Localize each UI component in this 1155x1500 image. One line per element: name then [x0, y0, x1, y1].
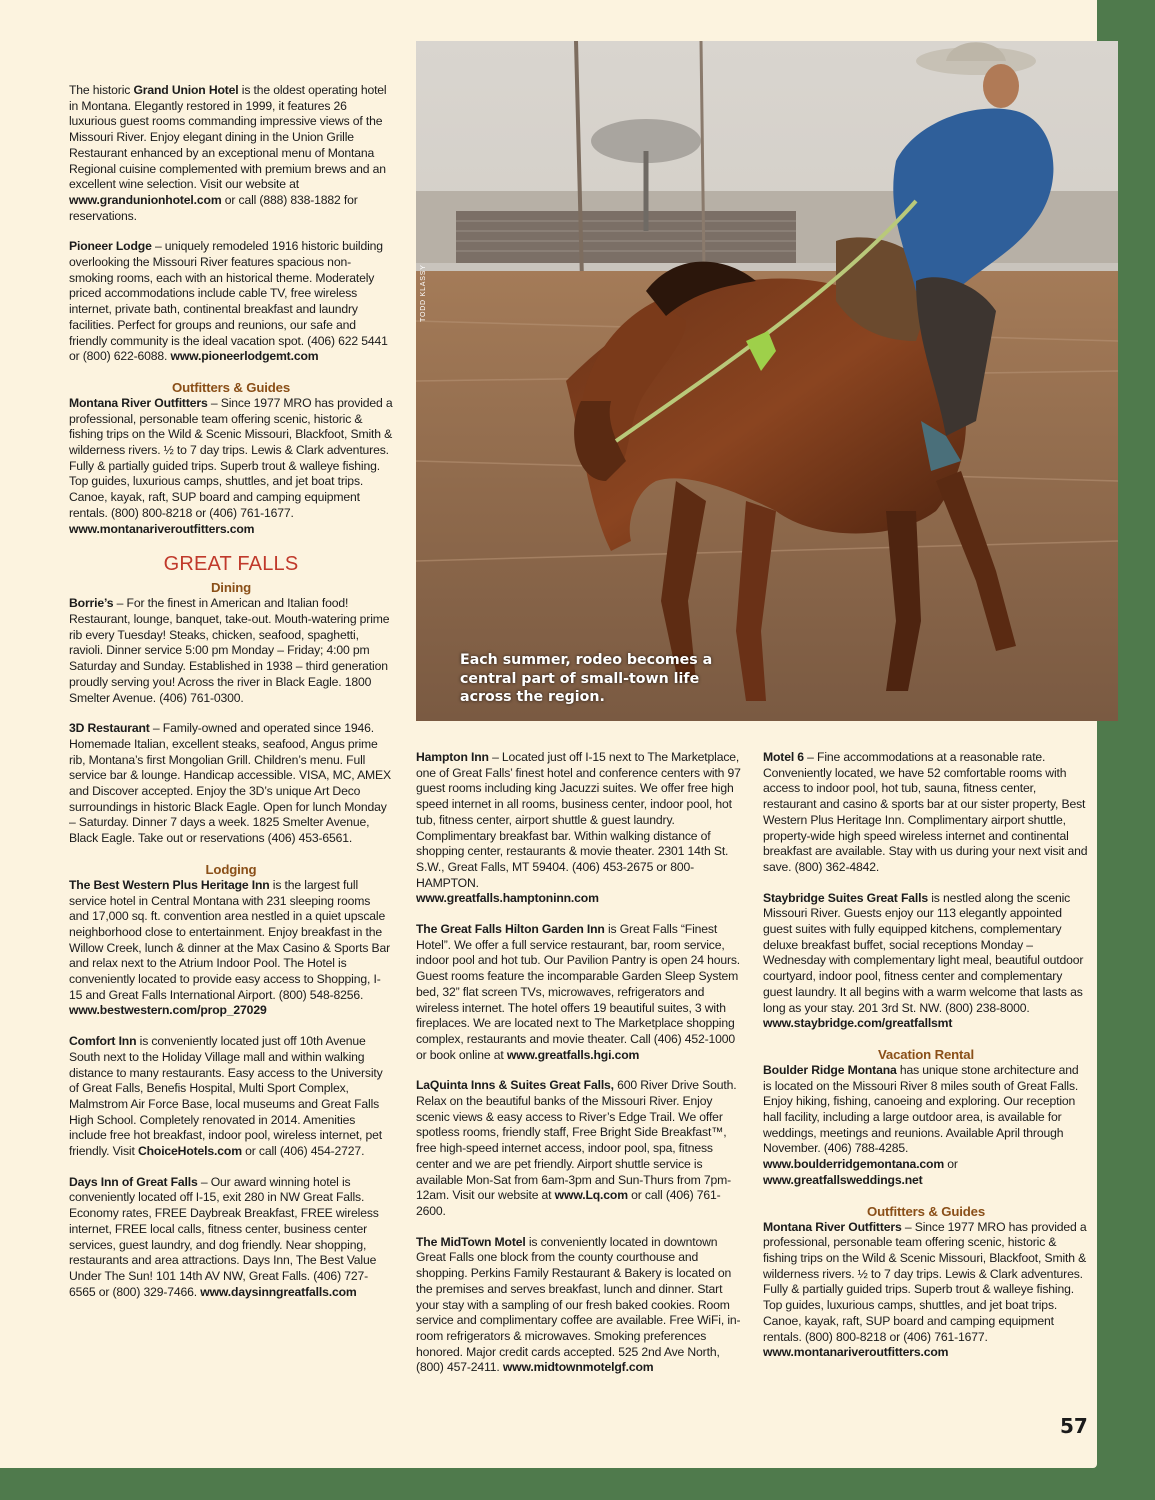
listing-boulder-ridge: Boulder Ridge Montana has unique stone architecture and is located on the Missouri River 8 miles south of Great Falls. Enjoy hiking, fishing, canoeing and exploring. Our reception hall facility, including a large outdoor area, is available for weddings, meetings and reunions. Available April through November. (406) 788-4285. www.boulderridgemontana.com or www.greatfallsweddings.net — [763, 1062, 1079, 1187]
section-heading-dining: Dining — [210, 580, 252, 596]
listing-montana-river-outfitters: Montana River Outfitters – Since 1977 MRO has provided a professional, personable team offering scenic, historic & fishing trips on the Wild & Scenic Missouri, Blackfoot, Smith & wilderness rivers. ½ to 7 day trips. Lewis & Clark adventures. Fully & partially guided trips. Superb trout & walleye fishing. Top guides, luxurious camps, shuttles, and jet boat trips. Canoe, kayak, raft, SUP board and camping equipment rentals. (800) 800-8218 or (406) 761-1677. www.montanariveroutfitters.com — [763, 1219, 1087, 1360]
section-heading-vacation-rental: Vacation Rental — [878, 1046, 974, 1062]
website-link[interactable]: ChoiceHotels.com — [137, 1144, 242, 1159]
business-name: Grand Union Hotel — [133, 83, 239, 97]
listing-staybridge-suites: Staybridge Suites Great Falls is nestled along the scenic Missouri River. Guests enjoy our 113 elegantly appointed guest suites with fully equipped kitchens, complementary deluxe breakfast buffet, social receptions Monday – Wednesday with complementary light meal, beautiful outdoor courtyard, indoor pool, fitness center and complementary guest laundry. It all begins with a warm welcome that lasts as long as your stay. 201 3rd St. NW. (800) 238-8000. www.staybridge.com/greatfallsmt — [763, 890, 1084, 1031]
listing-best-western: The Best Western Plus Heritage Inn is the largest full service hotel in Central Montana with 231 sleeping rooms and 17,000 sq. ft. convention area nestled in a quiet upscale neighborhood close to entertainment. Enjoy breakfast in the Willow Creek, lunch & dinner at the Max Casino & Sports Bar and relax next to the Atrium Indoor Pool. The Hotel is conveniently located to provide easy access to Shopping, I-15 and Great Falls International Airport. (800) 548-8256. www.bestwestern.com/prop_27029 — [69, 877, 391, 1018]
business-name: LaQuinta Inns & Suites Great Falls, — [416, 1078, 614, 1093]
city-heading-great-falls: GREAT FALLS — [163, 553, 299, 576]
website-link[interactable]: www.bestwestern.com/prop_27029 — [69, 1003, 267, 1018]
business-name: Staybridge Suites Great Falls — [763, 890, 928, 905]
listing-motel-6: Motel 6 – Fine accommodations at a reasonable rate. Conveniently located, we have 52 comfortable rooms with access to indoor pool, hot tub, sauna, fitness center, restaurant and casino & sports bar at our sister property, Best Western Plus Heritage Inn. Complimentary airport shuttle, property-wide high speed wireless internet and continental breakfast are available. Stay with us during your next visit and save. (800) 362-4842. — [763, 750, 1088, 874]
listing-days-inn: Days Inn of Great Falls – Our award winning hotel is conveniently located off I-15, exit 280 in NW Great Falls. Economy rates, FREE Daybreak Breakfast, FREE wireless internet, FREE local calls, fitness center, business center services, guest laundry, and dog friendly. Near shopping, restaurants and area attractions. Days Inn, The Best Value Under The Sun! 101 14th AV NW, Great Falls. (406) 727-6565 or (800) 329-7466. www.daysinngreatfalls.com — [69, 1174, 379, 1299]
page-number: 57 — [1060, 1414, 1088, 1438]
listing-3d-restaurant: 3D Restaurant – Family-owned and operated since 1946. Homemade Italian, excellent steaks, seafood, Angus prime rib, Montana’s first Mongolian Grill. Children’s menu. Full service bar & lounge. Handicap accessible. VISA, MC, AMEX and Discover accepted. Enjoy the 3D’s unique Art Deco surroundings in historic Black Eagle. Open for lunch Monday – Saturday. Dinner 7 days a week. 1825 Smelter Avenue, Black Eagle. Take out or reservations (406) 453-6561. — [69, 721, 392, 846]
rodeo-photo — [416, 41, 1118, 721]
business-name: Motel 6 — [763, 750, 804, 764]
website-link[interactable]: www.grandunionhotel.com — [69, 192, 222, 207]
website-link[interactable]: www.pioneerlodgemt.com — [170, 349, 319, 364]
column-middle — [416, 750, 742, 1391]
business-name: Montana River Outfitters — [69, 395, 208, 410]
website-link[interactable]: www.greatfalls.hgi.com — [506, 1047, 640, 1062]
website-link[interactable]: www.greatfalls.hamptoninn.com — [416, 891, 599, 906]
website-link[interactable]: www.midtownmotelgf.com — [502, 1360, 654, 1375]
website-link[interactable]: www.montanariveroutfitters.com — [69, 521, 255, 536]
business-name: Boulder Ridge Montana — [763, 1062, 897, 1077]
business-name: Montana River Outfitters — [763, 1219, 902, 1234]
business-name: Pioneer Lodge — [69, 239, 152, 254]
business-name: 3D Restaurant — [69, 721, 150, 736]
business-name: Borrie’s — [69, 596, 114, 611]
business-name: Hampton Inn — [416, 750, 489, 764]
business-name: The Best Western Plus Heritage Inn — [69, 877, 270, 892]
listing-laquinta: LaQuinta Inns & Suites Great Falls, 600 River Drive South. Relax on the beautiful banks of the Missouri River. Enjoy scenic views & easy access to River’s Edge Trail. We offer spotless rooms, friendly staff, Free Bright Side Breakfast™, free high-speed internet access, indoor pool, spa, fitness center and we are pet friendly. Airport shuttle service is available Mon-Sat from 6am-3pm and Sun-Thurs from 7pm-12am. Visit our website at www.Lq.com or call (406) 761-2600. — [416, 1078, 737, 1218]
listing-comfort-inn: Comfort Inn is conveniently located just off 10th Avenue South next to the Holiday Village mall and within walking distance to many restaurants. Easy access to the University of Great Falls, Benefis Hospital, Multi Sport Complex, Malmstrom Air Force Base, local museums and Great Falls High School. Completely renovated in 2014. Amenities include free hot breakfast, indoor pool, wireless internet, pet friendly. Visit ChoiceHotels.com or call (406) 454-2727. — [69, 1034, 383, 1159]
listing-borries: Borrie’s – For the finest in American and Italian food! Restaurant, lounge, banquet, take-out. Mouth-watering prime rib every Tuesday! Steaks, chicken, seafood, spaghetti, ravioli. Dinner service 5:00 pm Monday – Friday; 4:00 pm Saturday and Sunday. Established in 1938 – third generation proudly serving you! Across the river in Black Eagle. 1800 Smelter Avenue. (406) 761-0300. — [69, 596, 390, 705]
photo-caption: Each summer, rodeo becomes a central part of small-town life across the region. — [460, 652, 713, 705]
website-link[interactable]: www.montanariveroutfitters.com — [763, 1345, 949, 1360]
section-heading-outfitters: Outfitters & Guides — [866, 1203, 986, 1219]
business-name: Days Inn of Great Falls — [69, 1174, 198, 1189]
listing-grand-union-hotel: The historic Grand Union Hotel is the oldest operating hotel in Montana. Elegantly restored in 1999, it features 26 luxurious guest rooms commanding impressive views of the Missouri River. Enjoy elegant dining in the Union Grille Restaurant enhanced by an exceptional menu of Montana Regional cuisine complemented with premium brews and an excellent wine selection. Visit our website at www.grandunionhotel.com or call (888) 838-1882 for reservations. — [69, 83, 387, 223]
business-name: The MidTown Motel — [416, 1234, 526, 1249]
website-link[interactable]: www.daysinngreatfalls.com — [200, 1284, 357, 1299]
business-name: The Great Falls Hilton Garden Inn — [416, 922, 605, 937]
website-link[interactable]: www.Lq.com — [554, 1188, 628, 1203]
listing-hampton-inn: Hampton Inn – Located just off I-15 next to The Marketplace, one of Great Falls’ finest hotel and conference centers with 97 guest rooms including king Jacuzzi suites. We offer free high speed internet in all rooms, business center, indoor pool, hot tub, fitness center, airport shuttle & guest laundry. Complimentary breakfast bar. Within walking distance of shopping center, restaurants & movie theater. 2301 14th St. S.W., Great Falls, MT 59404. (406) 453-2675 or 800-HAMPTON. www.greatfalls.hamptoninn.com — [416, 750, 741, 906]
section-heading-lodging: Lodging — [205, 861, 257, 877]
column-right — [763, 750, 1089, 1376]
bronc-rider-image — [416, 41, 1118, 721]
business-name: Comfort Inn — [69, 1034, 137, 1049]
listing-hilton-garden-inn: The Great Falls Hilton Garden Inn is Great Falls “Finest Hotel”. We offer a full service restaurant, bar, room service, indoor pool and hot tub. Our Pavilion Pantry is open 24 hours. Guest rooms feature the incomparable Garden Sleep System bed, 32” flat screen TVs, microwaves, refrigerators and wireless internet. The hotel offers 19 beautiful suites, 3 with fireplaces. We are located next to The Marketplace shopping complex, restaurants and movie theater. Call (406) 452-1000 or book online at www.greatfalls.hgi.com — [416, 922, 741, 1062]
section-heading-outfitters: Outfitters & Guides — [171, 379, 291, 395]
column-left — [69, 83, 393, 1315]
photo-credit: TODD KLASSY — [420, 264, 427, 322]
website-link[interactable]: www.greatfallsweddings.net — [763, 1172, 923, 1187]
website-link[interactable]: www.boulderridgemontana.com — [763, 1157, 945, 1172]
listing-midtown-motel: The MidTown Motel is conveniently located in downtown Great Falls one block from the county courthouse and shopping. Perkins Family Restaurant & Bakery is located on the premises and serves breakfast, lunch and dinner. Start your stay with a sampling of our fresh baked cookies. Room service and complimentary coffee are available. Free WiFi, in-room refrigerators & microwaves. Smoking preferences honored. Major credit cards accepted. 525 2nd Ave North, (800) 457-2411. www.midtownmotelgf.com — [416, 1234, 741, 1375]
listing-pioneer-lodge: Pioneer Lodge – uniquely remodeled 1916 historic building overlooking the Missouri River features spacious non-smoking rooms, each with an historical theme. Moderately priced accommodations include cable TV, free wireless internet, private bath, continental breakfast and laundry facilities. Perfect for groups and reunions, our safe and friendly community is the ideal vacation spot. (406) 622 5441 or (800) 622-6088. www.pioneerlodgemt.com — [69, 239, 388, 364]
listing-montana-river-outfitters: Montana River Outfitters – Since 1977 MRO has provided a professional, personable team offering scenic, historic & fishing trips on the Wild & Scenic Missouri, Blackfoot, Smith & wilderness rivers. ½ to 7 day trips. Lewis & Clark adventures. Fully & partially guided trips. Superb trout & walleye fishing. Top guides, luxurious camps, shuttles, and jet boat trips. Canoe, kayak, raft, SUP board and camping equipment rentals. (800) 800-8218 or (406) 761-1677. www.montanariveroutfitters.com — [69, 395, 393, 536]
website-link[interactable]: www.staybridge.com/greatfallsmt — [763, 1016, 953, 1031]
